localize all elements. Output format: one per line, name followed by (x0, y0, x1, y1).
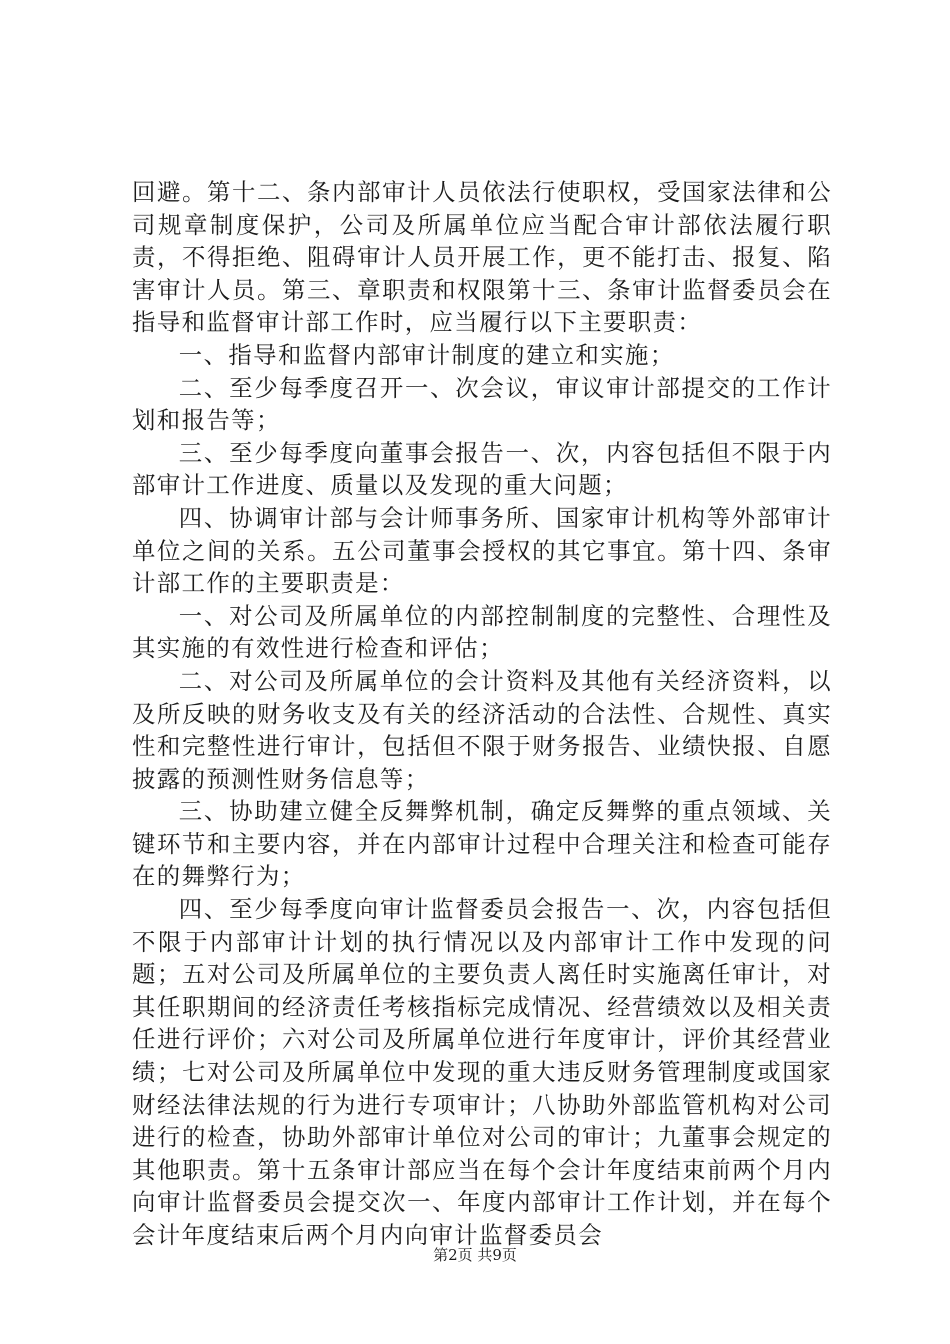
paragraph-item: 四、协调审计部与会计师事务所、国家审计机构等外部审计单位之间的关系。五公司董事会授权的其它事宜。第十四、条审计部工作的主要职责是： (132, 503, 832, 598)
document-body (132, 176, 832, 1252)
paragraph-item: 一、对公司及所属单位的内部控制制度的完整性、合理性及其实施的有效性进行检查和评估； (132, 601, 832, 663)
paragraph-item: 二、至少每季度召开一、次会议，审议审计部提交的工作计划和报告等； (132, 373, 832, 435)
paragraph-item: 三、至少每季度向董事会报告一、次，内容包括但不限于内部审计工作进度、质量以及发现的重大问题； (132, 438, 832, 500)
paragraph-continuation: 回避。第十二、条内部审计人员依法行使职权，受国家法律和公司规章制度保护，公司及所属单位应当配合审计部依法履行职责，不得拒绝、阻碍审计人员开展工作，更不能打击、报复、陷害审计人员。第三、章职责和权限第十三、条审计监督委员会在指导和监督审计部工作时，应当履行以下主要职责： (132, 178, 832, 337)
paragraph-item: 四、至少每季度向审计监督委员会报告一、次，内容包括但不限于内部审计计划的执行情况以及内部审计工作中发现的问题；五对公司及所属单位的主要负责人离任时实施离任审计，对其任职期间的经济责任考核指标完成情况、经营绩效以及相关责任进行评价；六对公司及所属单位进行年度审计，评价其经营业绩；七对公司及所属单位中发现的重大违反财务管理制度或国家财经法律法规的行为进行专项审计；八协助外部监管机构对公司进行的检查，协助外部审计单位对公司的审计；九董事会规定的其他职责。第十五条审计部应当在每个会计年度结束前两个月内向审计监督委员会提交次一、年度内部审计工作计划，并在每个会计年度结束后两个月内向审计监督委员会 (132, 895, 832, 1249)
paragraph-item: 三、协助建立健全反舞弊机制，确定反舞弊的重点领域、关键环节和主要内容，并在内部审计过程中合理关注和检查可能存在的舞弊行为； (132, 797, 832, 891)
paragraph-item: 二、对公司及所属单位的会计资料及其他有关经济资料，以及所反映的财务收支及有关的经济活动的合法性、合规性、真实性和完整性进行审计，包括但不限于财务报告、业绩快报、自愿披露的预测性财务信息等； (132, 666, 832, 793)
page-number-footer: 第2页 共9页 (433, 1246, 517, 1264)
paragraph-item: 一、指导和监督内部审计制度的建立和实施； (178, 340, 675, 369)
